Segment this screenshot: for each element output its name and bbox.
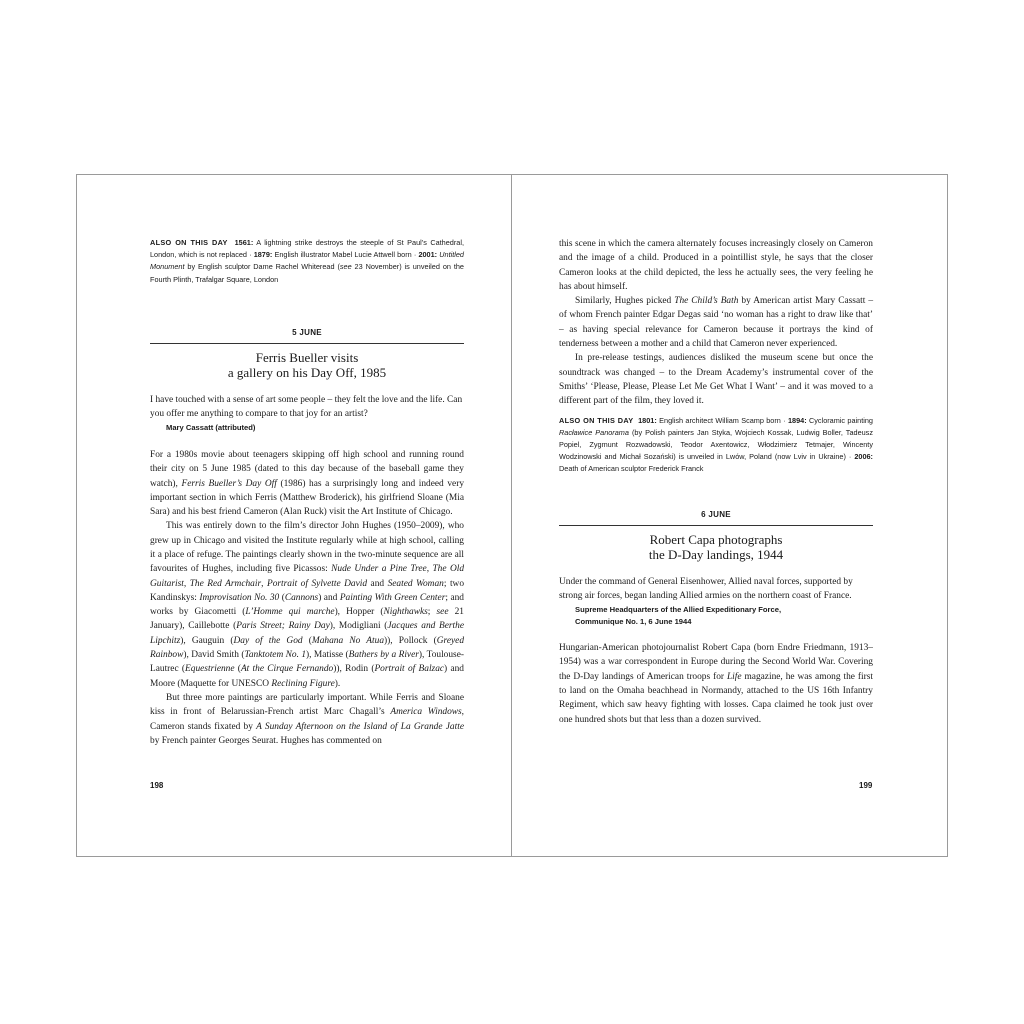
body-paragraph: This was entirely down to the film’s director John Hughes (1950–2009), who grew up in Chicago and visited the Institute regularly while at high school, calling it a place of refuge. The paintings clearly shown in the two-minute sequence are all favourites of Hughes, including five Picassos: Nude Under a Pine Tree, The Old Guitarist, The Red Armchair, Portrait of Sylvette David and Seated Woman; two Kandinskys: Improvisation No. 30 (Cannons) and Painting With Green Center; and works by Giacometti (L’Homme qui marche), Hopper (Nighthawks; see 21 January), Caillebotte (Paris Street; Rainy Day), Modigliani (Jacques and Berthe Lipchitz), Gauguin (Day of the God (Mahana No Atua)), Pollock (Greyed Rainbow), David Smith (Tanktotem No. 1), Matisse (Bathers by a River), Toulouse-Lautrec (Equestrienne (At the Cirque Fernando)), Rodin (Portrait of Balzac) and Moore (Maquette for UNESCO Reclining Figure). [150,521,465,689]
body-paragraph: Similarly, Hughes picked The Child’s Bath by American artist Mary Cassatt – of whom French painter Edgar Degas said ‘no woman has a right to draw like that’ – as having special relevance for Cameron because it portrays the kind of tenderness between a mother and a child that Cameron never experienced. [559,296,874,350]
date-label: 6 JUNE [701,509,731,519]
divider-rule [150,343,464,344]
page-number: 199 [859,781,873,790]
epigraph-attribution: Supreme Headquarters of the Allied Expeditionary Force, Communique No. 1, 6 June 1944 [575,605,782,626]
right-page [559,237,873,727]
aotd-lead: ALSO ON THIS DAY [150,238,228,247]
also-on-this-day-6-june: ALSO ON THIS DAY 1801: English architect William Scamp born · 1894: Cycloramic painting Racławice Panorama (by Polish painters Jan Styka, Wojciech Kossak, Ludwig Boller, Tadeusz Popiel, Zygmunt Rozwadowski, Teodor Axentowicz, Włodzimierz Tetmajer, Wincenty Wodzinowski and Michał Sozański) is unveiled in Lwów, Poland (now Lviv in Ukraine) · 2006: Death of American sculptor Frederick Franck [559,415,873,474]
body-paragraph: Hungarian-American photojournalist Robert Capa (born Endre Friedmann, 1913–1954) was a war correspondent in Europe during the Second World War. Covering the D-Day landings of American troops for Life magazine, he was among the first to land on the Omaha beachhead in Normandy, attached to the US 16th Infantry Regiment, which saw heavy fighting with losses. Capa claimed he took just over one hundred shots but that less than a dozen survived. [559,643,873,725]
article-body [559,641,873,727]
page-number: 198 [150,781,164,790]
epigraph-quote: I have touched with a sense of art some people – they felt the love and the life. Can you offer me anything to compare to that joy for an artist? [150,394,463,420]
body-paragraph: But three more paintings are particularly important. While Ferris and Sloane kiss in front of Belarussian-French artist Marc Chagall’s America Windows, Cameron stands fixated by A Sunday Afternoon on the Island of La Grande Jatte by French painter Georges Seurat. Hughes has commented on [150,692,465,746]
epigraph-attribution: Mary Cassatt (attributed) [166,423,256,433]
article-heading: Robert Capa photographs the D-Day landings, 1944 [648,531,784,563]
also-on-this-day-5-june: ALSO ON THIS DAY 1561: A lightning strike destroys the steeple of St Paul’s Cathedral, London, which is not replaced · 1879: English illustrator Mabel Lucie Attwell born · 2001: Untitled Monument by English sculptor Dame Rachel Whiteread (see 23 November) is unveiled on the Fourth Plinth, Trafalgar Square, London [150,238,464,284]
page-gutter [511,175,512,856]
body-paragraph: In pre-release testings, audiences disliked the museum scene but once the soundtrack was changed – to the Dream Academy’s instrumental cover of the Smiths’ ‘Please, Please, Please Let Me Get What I Want’ – and it was moved to a different part of the film, they loved it. [559,353,873,407]
body-paragraph: For a 1980s movie about teenagers skipping off high school and running round their city on 5 June 1985 (dated to this day because of the baseball game they watch), Ferris Bueller’s Day Off (1986) has a surprisingly long and indeed very important section in which Ferris (Matthew Broderick), his girlfriend Sloane (Mia Sara) and his best friend Cameron (Alan Ruck) visit the Art Institute of Chicago. [150,449,465,518]
divider-rule [559,525,873,526]
body-paragraph: this scene in which the camera alternately focuses increasingly closely on Cameron and the image of a child. Produced in a pointillist style, he says that the closer Cameron looks at the child depicted, the less he actually sees, the very feeling he has about himself. [559,239,873,292]
article-body-continued [559,237,873,409]
article-body [150,448,464,748]
article-heading: Ferris Bueller visits a gallery on his Day Off, 1985 [227,349,387,381]
aotd-lead: ALSO ON THIS DAY [559,415,634,425]
book-spread [76,174,948,857]
epigraph-quote: Under the command of General Eisenhower, Allied naval forces, supported by strong air forces, began landing Allied armies on the northern coast of France. [559,576,853,601]
date-label: 5 JUNE [292,327,322,337]
left-page [150,237,464,748]
